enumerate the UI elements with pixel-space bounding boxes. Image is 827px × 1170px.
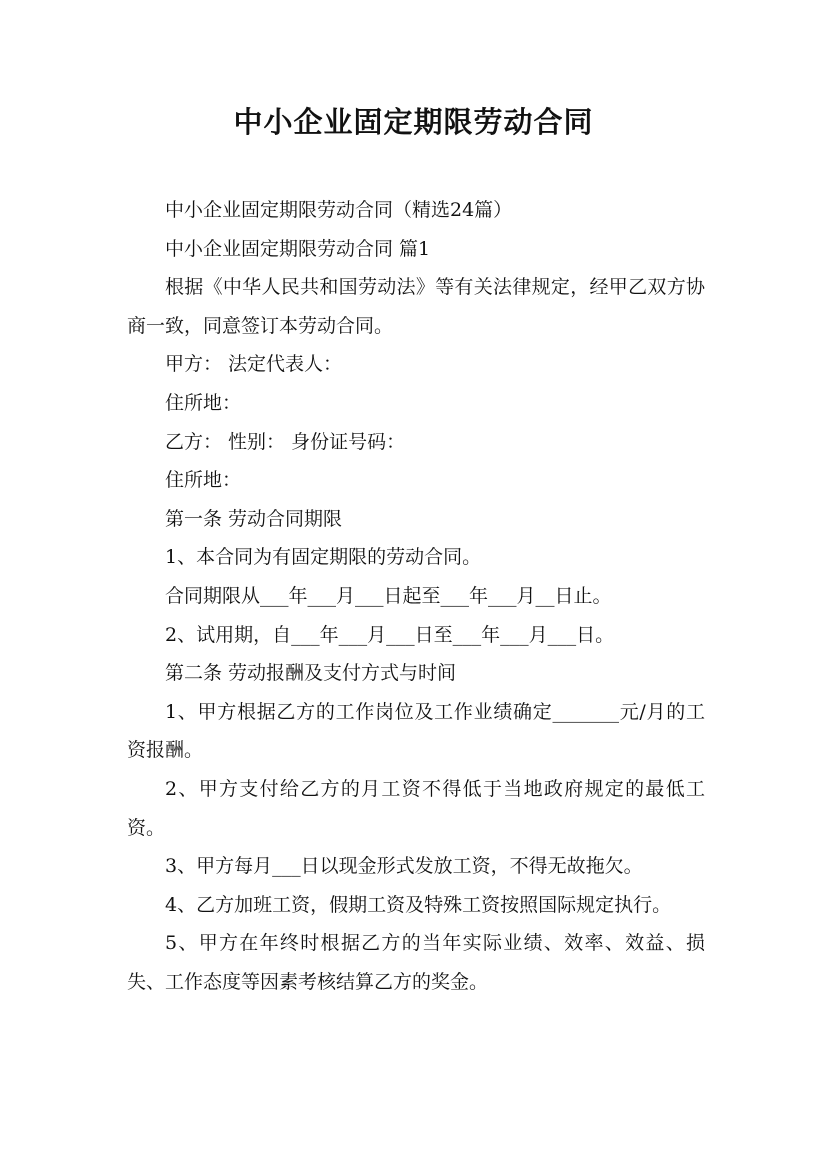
paragraph-article-2-item-1: 1、甲方根据乙方的工作岗位及工作业绩确定_______元/月的工资报酬。: [127, 700, 705, 762]
paragraph-party-a: 甲方： 法定代表人：: [165, 353, 343, 376]
paragraph-intro: 根据《中华人民共和国劳动法》等有关法律规定，经甲乙双方协商一致，同意签订本劳动合同。: [127, 276, 705, 337]
paragraph-article-1-heading: 第一条 劳动合同期限: [165, 507, 343, 530]
paragraph-article-2-item-5: 5、甲方在年终时根据乙方的当年实际业绩、效率、效益、损失、工作态度等因素考核结算乙方的奖金。: [127, 932, 705, 993]
paragraph-article-2-item-2: 2、甲方支付给乙方的月工资不得低于当地政府规定的最低工资。: [127, 777, 705, 839]
paragraph-contract-term: 合同期限从___年___月___日起至___年___月__日止。: [165, 584, 612, 607]
paragraph-article-2-item-3: 3、甲方每月___日以现金形式发放工资，不得无故拖欠。: [165, 855, 643, 878]
paragraph-subtitle: 中小企业固定期限劳动合同（精选24篇）: [165, 199, 513, 221]
document-body: [127, 191, 705, 1001]
paragraph-party-a-address: 住所地：: [165, 391, 242, 414]
paragraph-party-b: 乙方： 性别： 身份证号码：: [165, 430, 406, 453]
paragraph-article-2-item-4: 4、乙方加班工资，假期工资及特殊工资按照国际规定执行。: [165, 893, 672, 916]
document-title: 中小企业固定期限劳动合同: [233, 105, 594, 139]
paragraph-section-heading: 中小企业固定期限劳动合同 篇1: [165, 237, 431, 260]
paragraph-article-1-item-1: 1、本合同为有固定期限的劳动合同。: [165, 546, 482, 569]
paragraph-party-b-address: 住所地：: [165, 469, 242, 492]
paragraph-probation: 2、试用期，自___年___月___日至___年___月___日。: [165, 623, 615, 646]
paragraph-article-2-heading: 第二条 劳动报酬及支付方式与时间: [165, 662, 457, 685]
